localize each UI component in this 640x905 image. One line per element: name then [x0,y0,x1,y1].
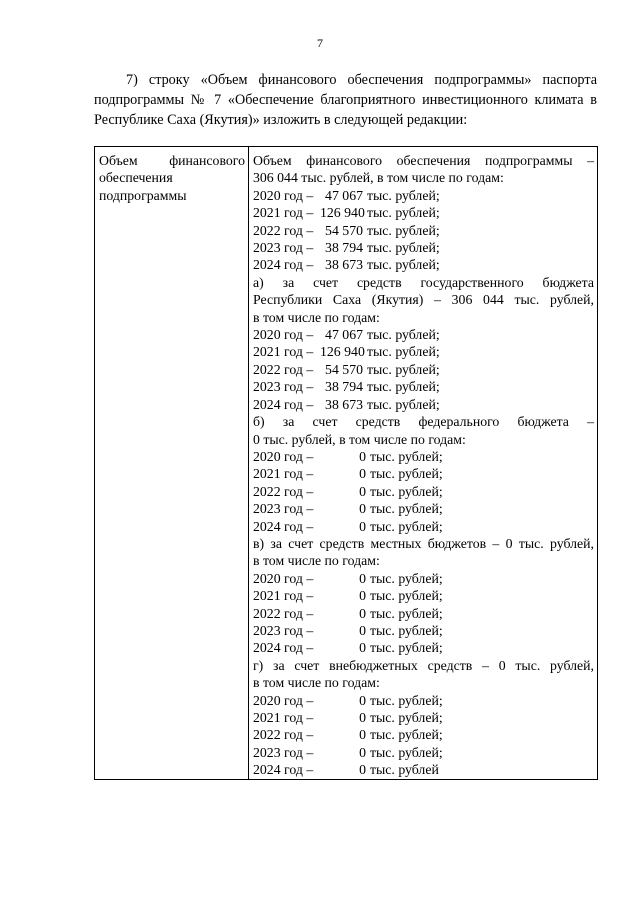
amount-value: 0 [359,501,366,517]
unit-label: тыс. рублей; [370,483,443,499]
unit-label: тыс. рублей; [367,205,440,221]
unit-label: тыс. рублей; [367,344,440,360]
year-label: 2023 год – [253,744,314,760]
year-label: 2024 год – [253,396,314,412]
year-label: 2020 год – [253,570,314,586]
amount-value: 0 [359,727,366,743]
amount-value: 0 [359,448,366,464]
a-line-1: а) за счет средств государственного бюджета [253,274,594,290]
unit-label: тыс. рублей; [370,605,443,621]
label-text: Объем финансового обеспечения подпрограммы [99,153,245,203]
amount-value: 38 673 [325,257,363,273]
year-label: 2020 год – [253,327,314,343]
year-row [253,605,594,622]
year-row [253,465,594,482]
c-line-2: в том числе по годам: [253,553,380,569]
year-row [253,326,594,343]
amount-value: 0 [359,518,366,534]
amount-value: 38 794 [325,379,363,395]
amount-value: 0 [359,762,366,778]
year-label: 2023 год – [253,379,314,395]
d-years [253,692,594,779]
unit-label: тыс. рублей; [370,622,443,638]
a-years [253,326,594,413]
amount-value: 54 570 [325,222,363,238]
year-label: 2020 год – [253,692,314,708]
unit-label: тыс. рублей; [367,240,440,256]
year-label: 2021 год – [253,588,314,604]
year-row [253,570,594,587]
unit-label: тыс. рублей; [367,379,440,395]
value-cell [249,147,598,780]
label-cell [95,147,249,780]
amount-value: 0 [359,622,366,638]
unit-label: тыс. рублей; [367,257,440,273]
amount-value: 0 [359,483,366,499]
year-row [253,709,594,726]
year-row [253,622,594,639]
amount-value: 0 [359,744,366,760]
amount-value: 0 [359,605,366,621]
unit-label: тыс. рублей; [370,570,443,586]
year-label: 2022 год – [253,483,314,499]
amount-value: 0 [359,640,366,656]
total-line-1: Объем финансового обеспечения подпрограммы – [253,153,594,168]
year-row [253,761,594,778]
year-row [253,396,594,413]
year-label: 2020 год – [253,187,314,203]
year-label: 2024 год – [253,518,314,534]
year-row [253,343,594,360]
year-row [253,726,594,743]
year-label: 2024 год – [253,640,314,656]
c-line-1: в) за счет средств местных бюджетов – 0 тыс. рублей, [253,535,594,551]
amount-value: 47 067 [325,187,363,203]
year-label: 2022 год – [253,361,314,377]
year-row [253,744,594,761]
unit-label: тыс. рублей; [370,518,443,534]
year-row [253,239,594,256]
intro-paragraph [94,70,597,130]
c-years [253,570,594,657]
year-row [253,518,594,535]
b-line-1: б) за счет средств федерального бюджета – [253,414,594,430]
unit-label: тыс. рублей; [370,466,443,482]
funding-table [94,146,598,780]
year-row [253,448,594,465]
b-line-2: 0 тыс. рублей, в том числе по годам: [253,431,466,447]
amount-value: 0 [359,692,366,708]
year-row [253,256,594,273]
unit-label: тыс. рублей; [367,187,440,203]
page-number: 7 [317,36,323,50]
year-row [253,692,594,709]
year-label: 2023 год – [253,240,314,256]
unit-label: тыс. рублей; [370,640,443,656]
unit-label: тыс. рублей; [370,588,443,604]
year-label: 2021 год – [253,344,314,360]
year-label: 2024 год – [253,762,314,778]
unit-label: тыс. рублей [370,762,439,778]
amount-value: 38 794 [325,240,363,256]
year-row [253,187,594,204]
d-line-1: г) за счет внебюджетных средств – 0 тыс. рублей, [253,657,594,673]
unit-label: тыс. рублей; [370,727,443,743]
year-label: 2023 год – [253,501,314,517]
d-line-2: в том числе по годам: [253,675,380,691]
unit-label: тыс. рублей; [367,222,440,238]
amount-value: 126 940 [320,344,365,360]
unit-label: тыс. рублей; [367,361,440,377]
year-label: 2021 год – [253,710,314,725]
unit-label: тыс. рублей; [370,710,443,725]
year-row [253,361,594,378]
amount-value: 0 [359,570,366,586]
unit-label: тыс. рублей; [370,501,443,517]
unit-label: тыс. рублей; [367,396,440,412]
b-years [253,448,594,535]
year-row [253,204,594,221]
unit-label: тыс. рублей; [370,692,443,708]
amount-value: 38 673 [325,396,363,412]
year-label: 2021 год – [253,205,314,221]
unit-label: тыс. рублей; [370,744,443,760]
funding-row [95,147,598,780]
year-label: 2022 год – [253,605,314,621]
total-years [253,187,594,274]
year-label: 2024 год – [253,257,314,273]
year-row [253,378,594,395]
year-label: 2021 год – [253,466,314,482]
amount-value: 0 [359,710,366,725]
year-label: 2022 год – [253,222,314,238]
year-row [253,587,594,604]
year-label: 2020 год – [253,448,314,464]
amount-value: 54 570 [325,361,363,377]
amount-value: 0 [359,588,366,604]
year-row [253,639,594,656]
a-line-2: Республики Саха (Якутия) – 306 044 тыс. рублей, [253,292,594,308]
amount-value: 126 940 [320,205,365,221]
year-row [253,483,594,500]
amount-value: 0 [359,466,366,482]
year-label: 2023 год – [253,622,314,638]
intro-text: 7) строку «Объем финансового обеспечения подпрограммы» паспорта подпрограммы № 7 «Обеспечение благоприятного инвестиционного климата в Республике Саха (Якутия)» изложить в следующей редакции: [94,72,597,128]
total-line-2: 306 044 тыс. рублей, в том числе по годам: [253,170,504,186]
amount-value: 47 067 [325,327,363,343]
unit-label: тыс. рублей; [367,327,440,343]
year-row [253,500,594,517]
year-row [253,222,594,239]
unit-label: тыс. рублей; [370,448,443,464]
year-label: 2022 год – [253,727,314,743]
a-line-3: в том числе по годам: [253,309,380,325]
